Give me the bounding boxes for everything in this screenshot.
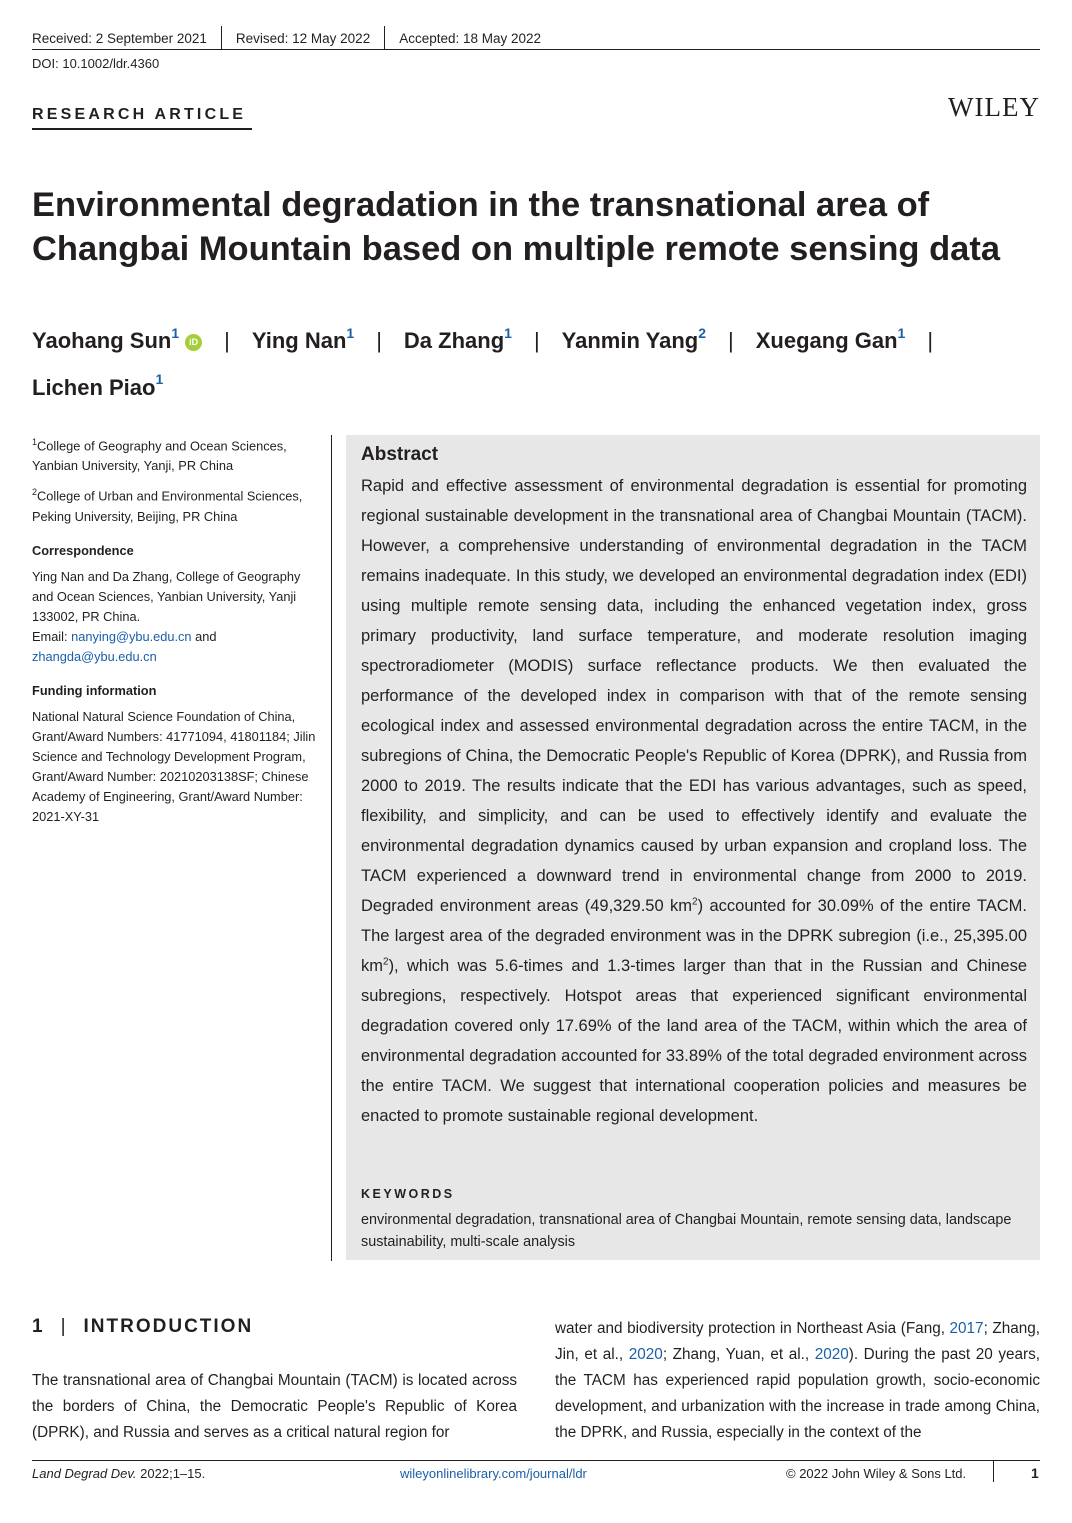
author-separator: | <box>533 328 540 354</box>
affiliation-ref[interactable]: 1 <box>171 325 180 341</box>
article-type: RESEARCH ARTICLE <box>32 106 247 123</box>
affiliation-ref[interactable]: 2 <box>698 325 707 341</box>
accepted-date: Accepted: 18 May 2022 <box>399 30 542 46</box>
affiliation-ref[interactable]: 1 <box>346 325 355 341</box>
author[interactable]: Xuegang Gan$^1$ <box>755 325 906 354</box>
journal-url-link[interactable]: wileyonlinelibrary.com/journal/ldr <box>400 1466 587 1481</box>
citation-link[interactable]: 2017 <box>949 1320 984 1337</box>
footer-divider <box>993 1460 994 1482</box>
affiliation-ref[interactable]: 1 <box>155 371 164 388</box>
revised-date: Revised: 12 May 2022 <box>235 30 371 46</box>
funding-heading: Funding information <box>32 682 157 698</box>
article-info-column <box>32 432 322 833</box>
article-history <box>32 26 541 50</box>
keywords-text: environmental degradation, transnational area of Changbai Mountain, remote sensing data, landscape sustainability, multi-scale analysis <box>361 1212 1012 1250</box>
received-date: Received: 2 September 2021 <box>32 30 207 46</box>
author-separator: | <box>376 328 382 354</box>
citation-link[interactable]: 2020 <box>628 1346 663 1363</box>
abstract-text: Rapid and effective assessment of environmental degradation is essential for promoting regional sustainable development in the transnational area of Changbai Mountain (TACM). However, a comprehensive understanding of environmental degradation in the TACM remains inadequate. In this study, we developed an environmental degradation index (EDI) using multiple remote sensing data, including the enhanced vegetation index, gross primary productivity, land surface temperature, and moderate resolution imaging spectroradiometer (MODIS) surface reflectance products. We then evaluated the performance of the developed index in comparison with that of the remote sensing ecological index and assessed environmental degradation across the entire TACM, in the subregions of China, the Democratic People's Republic of Korea (DPRK), and Russia from 2000 to 2019. The results indicate that the EDI has various advantages, such as speed, flexibility, and simplicity, and can be used to effectively identify and evaluate the environmental degradation dynamics caused by urban expansion and cropland loss. The TACM experienced a downward trend in environmental change from 2000 to 2019. Degraded environment areas (49,329.50 $km^2$) accounted for 30.09% of the entire TACM. The largest area of the degraded environment was in the DPRK subregion (i.e., 25,395.00 $km^2$), which was 5.6-times and 1.3-times larger than that in the Russian and Chinese subregions, respectively. Hotspot areas that experienced significant environmental degradation covered only 17.69% of the land area of the TACM, within which the area of environmental degradation accounted for 33.89% of the total degraded environment across the entire TACM. We suggest that international cooperation policies and measures be enacted to promote sustainable regional development. <box>361 477 1027 1125</box>
citation-link[interactable]: 2020 <box>814 1346 849 1363</box>
section-number: 1 <box>32 1316 43 1337</box>
body-text-right: water and biodiversity protection in Northeast Asia (Fang, 2017; Zhang, Jin, et al., 2020; Zhang, Yuan, et al., 2020). During the past 20 years, the TACM has experienced rapid population growth, socio-economic development, and urbanization with the increase in trade among China, the DPRK, and Russia, especially in the context of the <box>555 1320 1041 1441</box>
title-line: Changbai Mountain based on multiple remote sensing data <box>32 230 1001 268</box>
author[interactable]: Lichen Piao$^1$ <box>32 371 164 400</box>
footer-rule <box>32 1460 1040 1461</box>
affiliation: $^1$College of Geography and Ocean Sciences, Yanbian University, Yanji, PR China <box>32 437 287 474</box>
keywords-heading: KEYWORDS <box>361 1187 455 1201</box>
affiliation-ref[interactable]: 1 <box>897 325 906 341</box>
author[interactable]: Yaohang Sun$^1$ <box>32 325 180 354</box>
column-divider <box>331 435 332 1261</box>
doi[interactable]: DOI: 10.1002/ldr.4360 <box>32 56 160 71</box>
history-divider <box>384 26 385 50</box>
section-heading <box>32 1316 253 1338</box>
body-text-left: The transnational area of Changbai Mountain (TACM) is located across the borders of China, the Democratic People's Republic of Korea (DPRK), and Russia and serves as a critical natural region for <box>32 1372 517 1441</box>
section-separator: | <box>60 1316 66 1337</box>
article-title <box>32 183 1032 271</box>
author[interactable]: Ying Nan$^1$ <box>251 325 355 354</box>
history-divider <box>221 26 222 50</box>
article-type-underline <box>32 128 252 130</box>
abstract-heading: Abstract <box>361 444 439 465</box>
correspondence-heading: Correspondence <box>32 542 134 558</box>
author-list <box>32 315 1042 408</box>
author-separator: | <box>224 328 230 354</box>
email-link[interactable]: nanying@ybu.edu.cn <box>71 628 192 644</box>
author[interactable]: Yanmin Yang$^2$ <box>561 325 707 354</box>
orcid-icon[interactable]: iD <box>185 334 202 351</box>
author[interactable]: Da Zhang$^1$ <box>403 325 512 354</box>
email-link[interactable]: zhangda@ybu.edu.cn <box>32 648 157 664</box>
author-separator: | <box>728 328 734 354</box>
affiliation: $^2$College of Urban and Environmental Sciences, Peking University, Beijing, PR China <box>32 487 303 524</box>
author-separator: | <box>927 328 934 354</box>
copyright: © 2022 John Wiley & Sons Ltd. <box>786 1466 967 1481</box>
funding-text: National Natural Science Foundation of China, Grant/Award Numbers: 41771094, 41801184; Jilin Science and Technology Development Program, Grant/Award Number: 20210203138SF; Chinese Academy of Engineering, Grant/Award Number: 2021-XY-31 <box>32 708 316 824</box>
correspondence-text: Ying Nan and Da Zhang, College of Geography and Ocean Sciences, Yanbian University, Yanji 133002, PR China. Email: nanying@ybu.edu.cn and zhangda@ybu.edu.cn <box>32 568 301 664</box>
title-line: Environmental degradation in the transnational area of <box>32 186 930 224</box>
affiliation-ref[interactable]: 1 <box>504 325 512 341</box>
publisher-logo: WILEY <box>948 92 1040 122</box>
journal-citation: Land Degrad Dev. 2022;1–15. <box>32 1466 206 1481</box>
page-number: 1 <box>1031 1465 1039 1481</box>
header-rule <box>32 49 1040 50</box>
section-title: INTRODUCTION <box>83 1316 254 1337</box>
